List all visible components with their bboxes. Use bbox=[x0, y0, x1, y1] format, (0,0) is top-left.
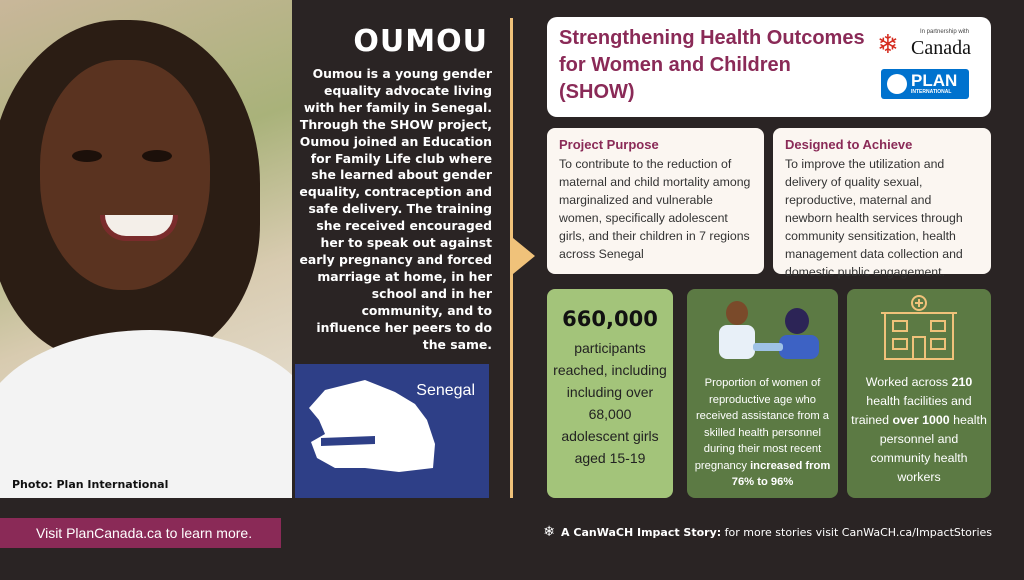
facilities-text-2: 210 bbox=[951, 375, 973, 389]
story-text: Oumou is a young gender equality advocate living with her family in Senegal. Through the SHOW project, Oumou joined an Education for Family Life club where she learned about gender equality, contraception and safe delivery. The training she received encouraged her to speak out against early pregnancy and forced marriage at home, in her school and in her community, and to influence her peers to do the same. bbox=[299, 66, 492, 352]
designed-card bbox=[773, 128, 991, 279]
maple-leaf-icon: ❄ bbox=[877, 29, 899, 59]
purpose-text: To contribute to the reduction of maternal and child mortality among marginalized and vulnerable women, specifically adolescent girls, and their children in 7 regions across Senegal bbox=[559, 157, 751, 261]
facilities-text-5: health personnel and community health workers bbox=[870, 413, 987, 484]
senegal-map bbox=[295, 364, 489, 498]
face-shape bbox=[40, 60, 210, 290]
plan-logo-sub: INTERNATIONAL bbox=[911, 89, 952, 95]
health-worker-icon bbox=[701, 293, 825, 363]
assistance-stat bbox=[687, 289, 838, 498]
portrait-photo bbox=[0, 0, 292, 498]
canada-wordmark: Canada bbox=[911, 37, 971, 59]
hospital-icon bbox=[879, 293, 959, 363]
facilities-text-4: over 1000 bbox=[892, 413, 950, 427]
footer-bold: A CanWaCH Impact Story: bbox=[561, 526, 722, 539]
facilities-text bbox=[851, 373, 987, 487]
participants-stat bbox=[547, 289, 673, 498]
eye-right bbox=[142, 150, 172, 162]
visit-link[interactable]: Visit PlanCanada.ca to learn more. bbox=[0, 518, 281, 548]
plan-figure-icon bbox=[887, 74, 907, 94]
designed-text: To improve the utilization and delivery of quality sexual, reproductive, maternal and newborn health services through community sensitization, health management data collection and domestic public engagement. bbox=[785, 157, 963, 279]
maple-leaf-icon: ❄ bbox=[543, 524, 556, 540]
shirt-shape bbox=[0, 330, 292, 498]
facilities-stat bbox=[847, 289, 991, 498]
footer-impact bbox=[543, 524, 992, 540]
plan-logo-text: PLAN bbox=[911, 71, 958, 90]
plan-logo bbox=[881, 69, 969, 99]
page-title: Strengthening Health Outcomes for Women and Children (SHOW) bbox=[559, 27, 865, 103]
assistance-text-1: Proportion of women of reproductive age who received assistance from a skilled health personnel during their most recent pregnancy bbox=[694, 377, 830, 472]
purpose-heading: Project Purpose bbox=[559, 137, 659, 152]
participants-text: participants reached, including including over 68,000 adolescent girls aged 15-19 bbox=[553, 340, 667, 466]
arrow-icon bbox=[513, 238, 535, 274]
footer-text[interactable]: for more stories visit CanWaCH.ca/ImpactStories bbox=[721, 526, 992, 539]
eye-left bbox=[72, 150, 102, 162]
designed-heading: Designed to Achieve bbox=[785, 137, 913, 152]
photo-credit: Photo: Plan International bbox=[12, 478, 169, 491]
assistance-text-2: increased from 76% to 96% bbox=[731, 459, 831, 488]
story-name: OUMOU bbox=[353, 24, 488, 59]
map-label: Senegal bbox=[416, 382, 475, 399]
facilities-text-1: Worked across bbox=[865, 375, 952, 389]
title-card bbox=[547, 17, 991, 117]
purpose-card bbox=[547, 128, 764, 274]
partner-text: In partnership with bbox=[919, 29, 969, 35]
assistance-text bbox=[691, 375, 834, 491]
participants-number: 660,000 bbox=[562, 307, 658, 331]
facilities-text-3: health facilities and trained bbox=[851, 394, 972, 427]
